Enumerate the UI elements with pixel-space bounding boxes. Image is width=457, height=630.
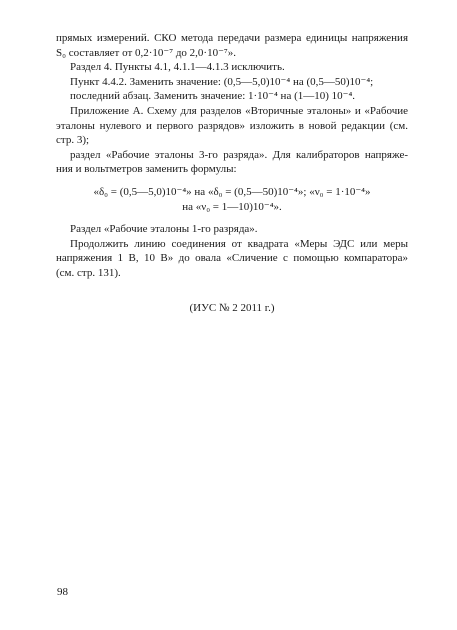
text-line: Раздел 4. Пункты 4.1, 4.1.1—4.1.3 исключить.: [70, 61, 285, 74]
text-line: Приложение А. Схему для разделов «Вторичные эталоны» и «Рабочие: [70, 104, 408, 117]
text-line: последний абзац. Заменить значение: 1·10⁻⁴ на (1—10) 10⁻⁴.: [70, 90, 356, 103]
text-line: Пункт 4.4.2. Заменить значение: (0,5—5,0)10⁻⁴ на (0,5—50)10⁻⁴;: [70, 75, 374, 88]
source-note: (ИУС № 2 2011 г.): [189, 301, 275, 314]
text-line: Раздел «Рабочие эталоны 1-го разряда».: [70, 223, 258, 236]
document-body: [56, 31, 408, 315]
formula-line: на «ν₀ = 1—10)10⁻⁴».: [182, 200, 282, 213]
text-line: (см. стр. 131).: [56, 266, 121, 279]
text-line: ния и вольтметров заменить формулы:: [56, 163, 237, 176]
text-line: раздел «Рабочие эталоны 3-го разряда». Для калибраторов напряже-: [70, 148, 408, 161]
text-line: Продолжить линию соединения от квадрата «Меры ЭДС или меры: [70, 237, 408, 250]
text-line: прямых измерений. СКО метода передачи размера единицы напряжения: [56, 32, 408, 44]
text-line: стр. 3);: [56, 134, 90, 147]
formula-line: «δ₀ = (0,5—5,0)10⁻⁴» на «δ₀ = (0,5—50)10⁻⁴»; «ν₀ = 1·10⁻⁴»: [93, 185, 371, 198]
text-line: напряжения 1 В, 10 В» до овала «Сличение с помощью компаратора»: [56, 252, 408, 265]
text-line: S₀ составляет от 0,2·10⁻⁷ до 2,0·10⁻⁷».: [56, 46, 236, 59]
text-line: эталоны нулевого и первого разрядов» изложить в новой редакции (см.: [56, 119, 408, 132]
page-number: 98: [57, 586, 68, 598]
